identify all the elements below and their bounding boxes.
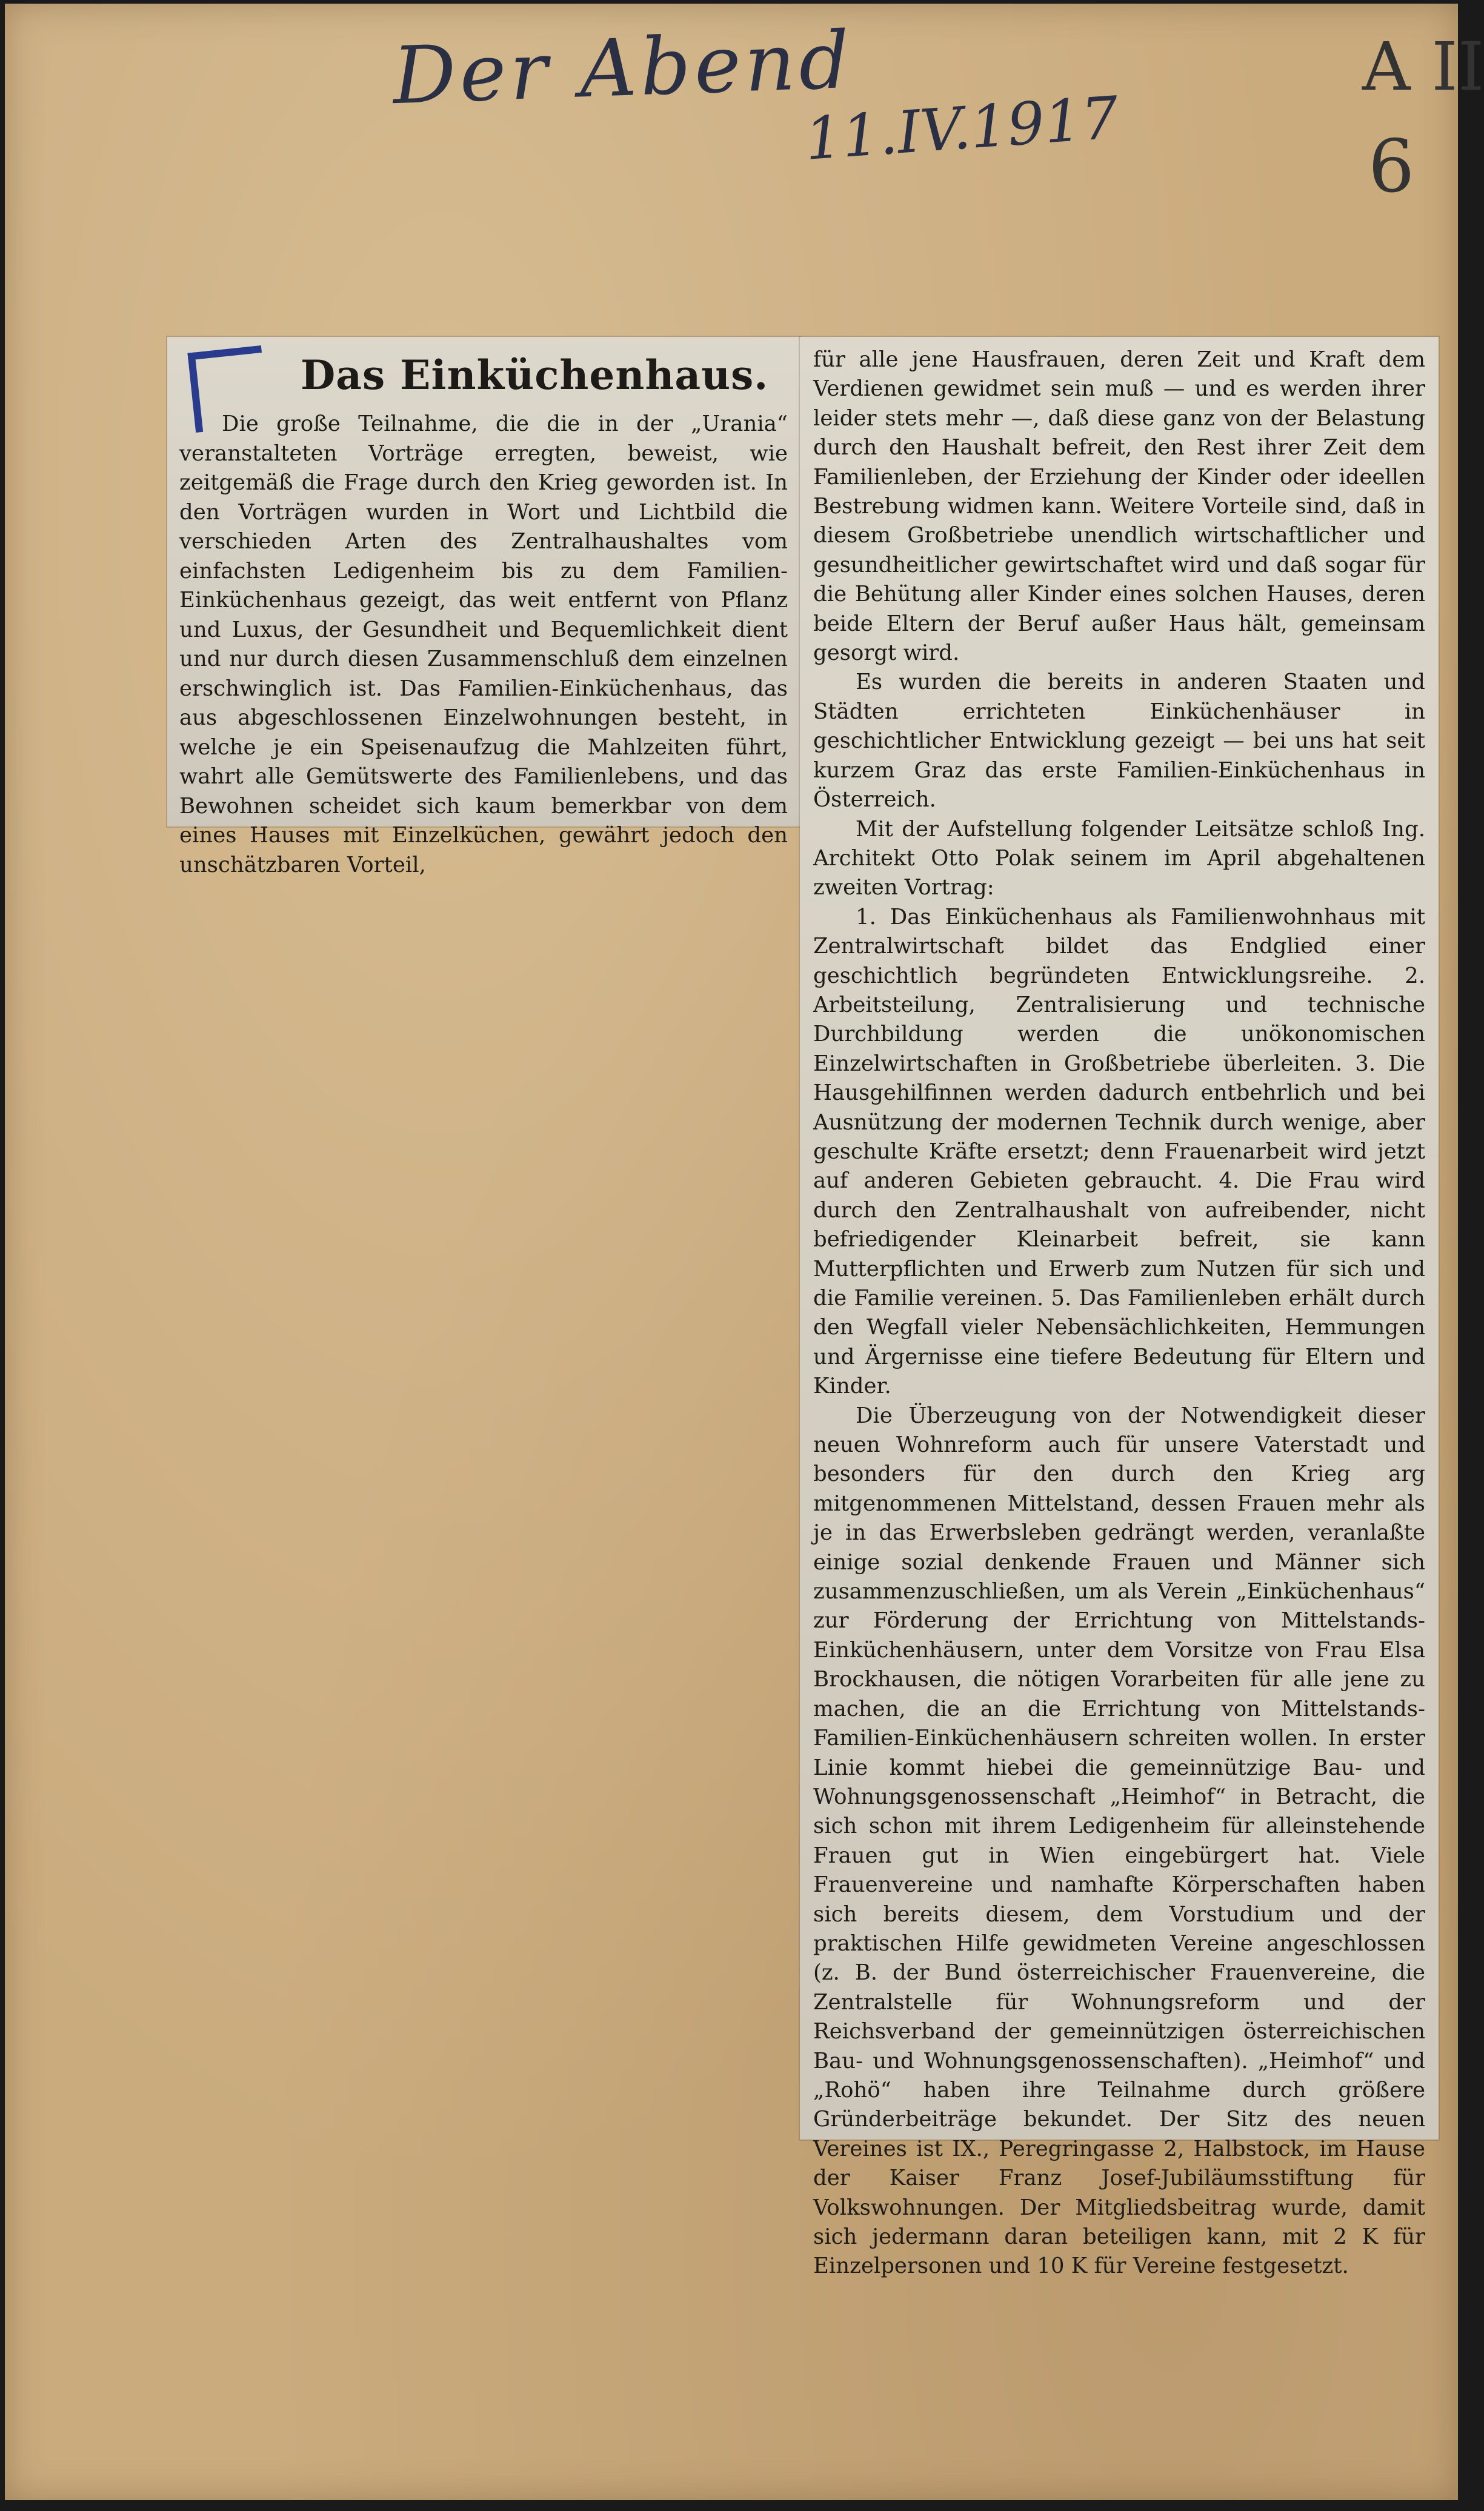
article-text-col1 xyxy=(179,410,788,880)
clipping-column-1 xyxy=(167,337,800,877)
handwritten-newspaper-name: Der Abend xyxy=(391,13,855,122)
archive-number: 6 xyxy=(1368,125,1415,209)
paragraph: Es wurden die bereits in anderen Staaten und Städten errichteten Einküchenhäuser in geschichtlicher Entwicklung gezeigt — bei uns hat seit kurzem Graz das erste Familien-Einküchenhaus in Österreich. xyxy=(813,670,1425,813)
archive-mark: A II xyxy=(1362,28,1484,105)
archive-sheet xyxy=(5,4,1484,2500)
article-text-col2 xyxy=(813,345,1425,2281)
pencil-mark-icon xyxy=(187,345,269,433)
article-title: Das Einküchenhaus. xyxy=(301,351,769,399)
paragraph: Mit der Aufstellung folgender Leitsätze schloß Ing. Architekt Otto Polak seinem im April abgehaltenen zweiten Vortrag: xyxy=(813,816,1425,900)
paragraph: Die Überzeugung von der Notwendigkeit dieser neuen Wohnreform auch für unsere Vaterstadt und besonders für den durch den Krieg arg mitgenommenen Mittelstand, dessen Frauen mehr als je in das Erwerbsleben gedrängt werden, veranlaßte einige sozial denkende Frauen und Männer sich zusammenzuschließen, um als Verein „Einküchenhaus“ zur Förderung der Errichtung von Mittelstands-Einküchenhäusern, unter dem Vorsitze von Frau Elsa Brockhausen, die nötigen Vorarbeiten für alle jene zu machen, die an die Errichtung von Mittelstands-Familien-Einküchenhäusern schreiten wollen. In erster Linie kommt hiebei die gemeinnützige Bau- und Wohnungsgenossenschaft „Heimhof“ in Betracht, die sich schon mit ihrem Ledigenheim für alleinstehende Frauen gut in Wien eingebürgert hat. Viele Frauenvereine und namhafte Körperschaften haben sich bereits diesem, dem Vorstudium und der praktischen Hilfe gewidmeten Vereine angeschlossen (z. B. der Bund österreichischer Frauenvereine, die Zentralstelle für Wohnungsreform und der Reichsverband der gemeinnützigen österreichischen Bau- und Wohnungsgenossenschaften). „Heimhof“ und „Rohö“ haben ihre Teilnahme durch größere Gründerbeiträge bekundet. Der Sitz des neuen Vereines ist IX., Peregringasse 2, Halbstock, im Hause der Kaiser Franz Josef-Jubiläumsstiftung für Volkswohnungen. Der Mitgliedsbeitrag wurde, damit sich jedermann daran beteiligen kann, mit 2 K für Einzelpersonen und 10 K für Vereine festgesetzt. xyxy=(813,1403,1425,2279)
paragraph: Die große Teilnahme, die die in der „Urania“ veranstalteten Vorträge erregten, beweist, wie zeitgemäß die Frage durch den Krieg geworden ist. In den Vorträgen wurden in Wort und Lichtbild die verschieden Arten des Zentralhaushaltes vom einfachsten Ledigenheim bis zu dem Familien-Einküchenhaus gezeigt, das weit entfernt von Pflanz und Luxus, der Gesundheit und Bequemlichkeit dient und nur durch diesen Zusammenschluß dem einzelnen erschwinglich ist. Das Familien-Einküchenhaus, das aus abgeschlossenen Einzelwohnungen besteht, in welche je ein Speisenaufzug die Mahlzeiten führt, wahrt alle Gemütswerte des Familienlebens, und das Bewohnen scheidet sich kaum bemerkbar von dem eines Hauses mit Einzelküchen, gewährt jedoch den unschätzbaren Vorteil, xyxy=(179,411,788,877)
paragraph: 1. Das Einküchenhaus als Familienwohnhaus mit Zentralwirtschaft bildet das Endglied einer geschichtlich begründeten Entwicklungsreihe. 2. Arbeitsteilung, Zentralisierung und technische Durchbildung werden die unökonomischen Einzelwirtschaften in Großbetriebe überleiten. 3. Die Hausgehilfinnen werden dadurch entbehrlich und bei Ausnützung der modernen Technik durch wenige, aber geschulte Kräfte ersetzt; denn Frauenarbeit wird jetzt auf anderen Gebieten gebraucht. 4. Die Frau wird durch den Zentralhaushalt von aufreibender, nicht befriedigender Kleinarbeit befreit, sie kann Mutterpflichten und Erwerb zum Nutzen für sich und die Familie vereinen. 5. Das Familienleben erhält durch den Wegfall vieler Nebensächlichkeiten, Hemmungen und Ärgernisse eine tiefere Bedeutung für Eltern und Kinder. xyxy=(813,904,1425,1399)
handwritten-date: 11.IV.1917 xyxy=(802,84,1121,173)
clipping-column-2 xyxy=(800,337,1439,2279)
paragraph: für alle jene Hausfrauen, deren Zeit und Kraft dem Verdienen gewidmet sein muß — und es werden ihrer leider stets mehr —, daß diese ganz von der Belastung durch den Haushalt befreit, den Rest ihrer Zeit dem Familienleben, der Erziehung der Kinder oder ideellen Bestrebung widmen kann. Weitere Vorteile sind, daß in diesem Großbetriebe unendlich wirtschaftlicher und gesundheitlicher gewirtschaftet wird und daß sogar für die Behütung aller Kinder eines solchen Hauses, deren beide Eltern der Beruf außer Haus hält, gemeinsam gesorgt wird. xyxy=(813,347,1425,666)
